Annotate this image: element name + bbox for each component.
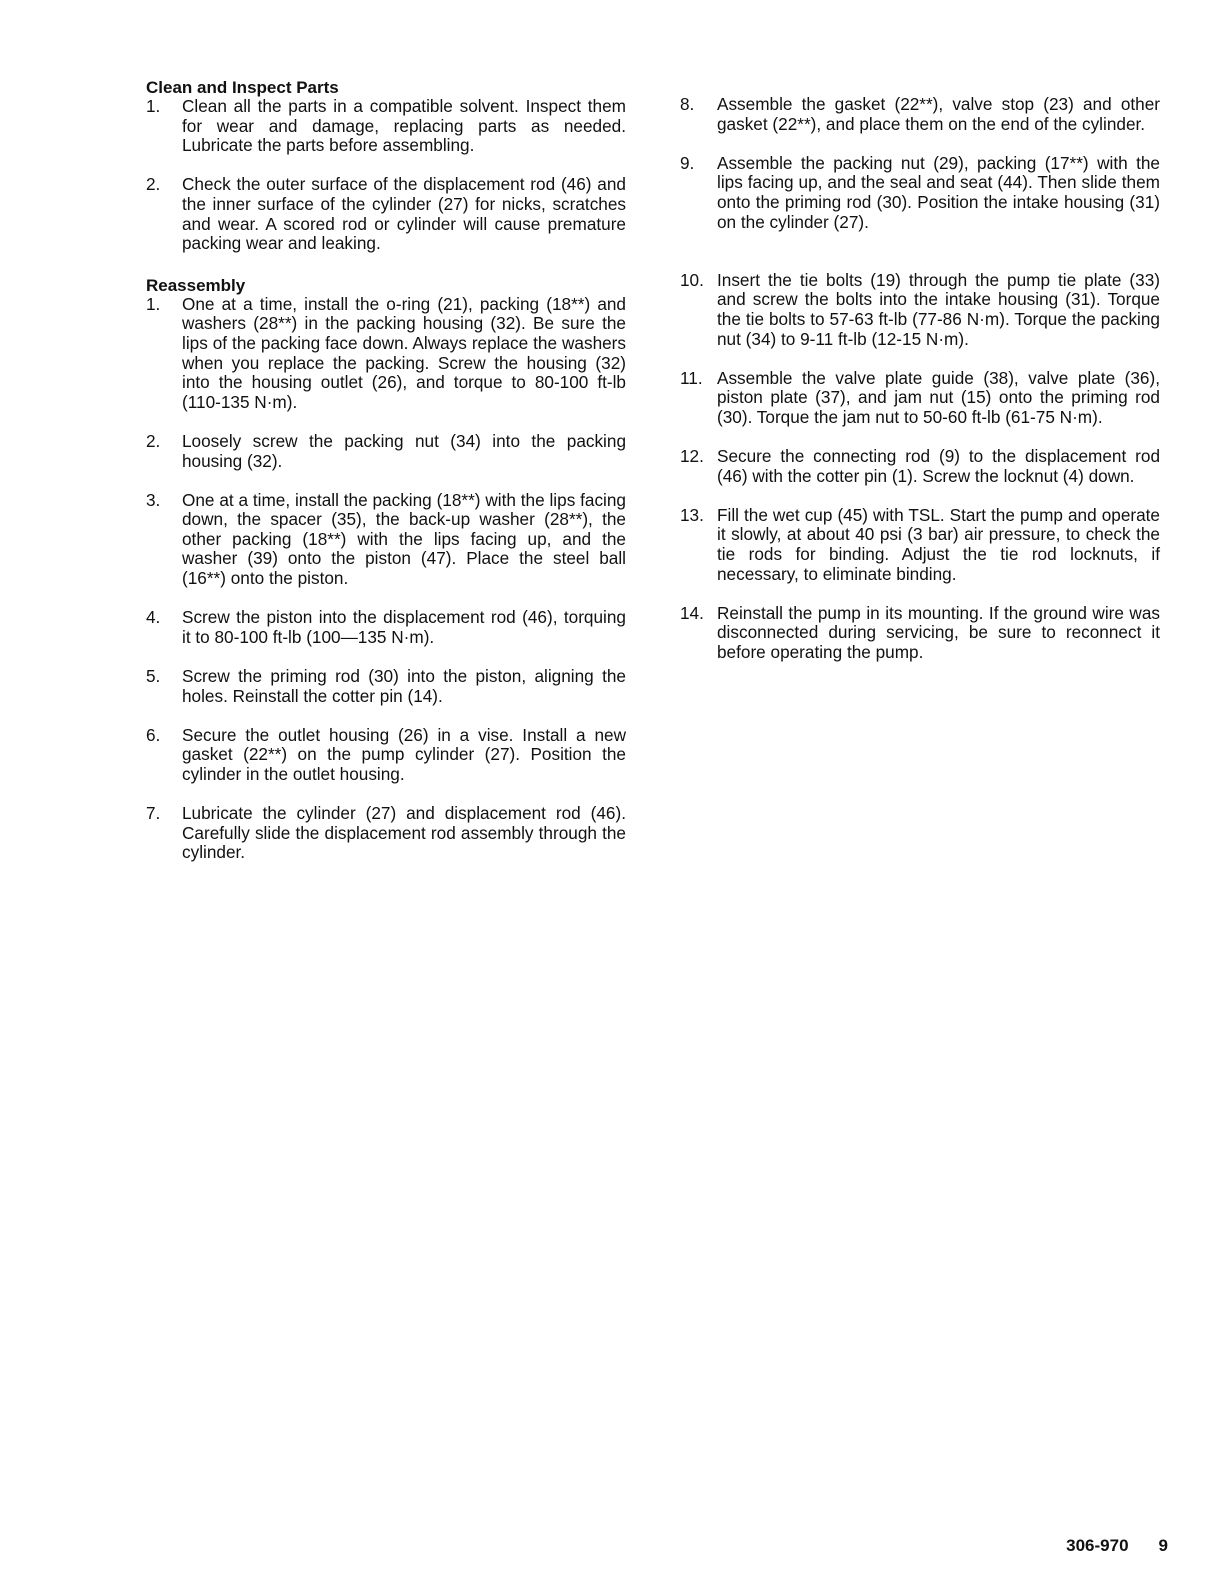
reassembly-step	[146, 726, 626, 785]
clean-step	[146, 175, 626, 253]
step-text: Lubricate the cylinder (27) and displacement rod (46). Carefully slide the displacement rod assembly through the cylinder.	[182, 803, 626, 863]
step-number: 12.	[680, 446, 704, 467]
step-text: Secure the connecting rod (9) to the displacement rod (46) with the cotter pin (1). Screw the locknut (4) down.	[717, 446, 1160, 486]
step-number: 3.	[146, 489, 161, 510]
step-text: One at a time, install the packing (18**) with the lips facing down, the spacer (35), the back-up washer (28**), the other packing (18**) with the lips facing up, and the washer (39) onto the piston (47). Place the steel ball (16**) onto the piston.	[182, 489, 626, 589]
step-text: Assemble the valve plate guide (38), valve plate (36), piston plate (37), and jam nut (15) onto the priming rod (30). Torque the jam nut to 50-60 ft-lb (61-75 N·m).	[717, 367, 1160, 427]
step-number: 4.	[146, 607, 161, 628]
reassembly-step	[146, 608, 626, 647]
document-number: 306-970	[1066, 1536, 1129, 1555]
step-text: Fill the wet cup (45) with TSL. Start the pump and operate it slowly, at about 40 psi (3 bar) air pressure, to check the tie rods for binding. Adjust the tie rod locknuts, if necessary, to eliminate binding.	[717, 504, 1160, 584]
step-number: 11.	[680, 367, 703, 388]
reassembly-step	[146, 432, 626, 471]
step-text: Screw the piston into the displacement rod (46), torquing it to 80-100 ft-lb (100—135 N·m).	[182, 607, 626, 647]
step-number: 2.	[146, 430, 161, 451]
reassembly-step	[680, 271, 1160, 349]
step-number: 1.	[146, 96, 161, 116]
reassembly-step	[146, 491, 626, 589]
reassembly-step	[680, 369, 1160, 428]
step-number: 10.	[680, 269, 704, 290]
reassembly-step	[680, 604, 1160, 663]
step-text: Reinstall the pump in its mounting. If the ground wire was disconnected during servicing, be sure to reconnect it before operating the pump.	[717, 602, 1160, 663]
left-column	[146, 78, 626, 883]
reassembly-step	[680, 95, 1160, 134]
step-text: Clean all the parts in a compatible solvent. Inspect them for wear and damage, replacing parts as needed. Lubricate the parts before assembling.	[182, 96, 626, 156]
reassembly-heading: Reassembly	[146, 275, 246, 295]
page-number: 9	[1158, 1536, 1168, 1555]
reassembly-step	[146, 804, 626, 863]
step-number: 9.	[680, 152, 695, 173]
right-column	[680, 78, 1160, 682]
step-text: Insert the tie bolts (19) through the pump tie plate (33) and screw the bolts into the intake housing (31). Torque the tie bolts to 57-63 ft-lb (77-86 N·m). Torque the packing nut (34) to 9-11 ft-lb (12-15 N·m).	[717, 269, 1160, 349]
step-number: 8.	[680, 94, 695, 114]
step-text: Loosely screw the packing nut (34) into the packing housing (32).	[182, 430, 626, 471]
step-number: 14.	[680, 602, 704, 623]
step-text: Assemble the packing nut (29), packing (17**) with the lips facing up, and the seal and seat (44). Then slide them onto the priming rod (30). Position the intake housing (31) on the cylinder (27).	[717, 152, 1160, 232]
reassembly-step	[146, 667, 626, 706]
reassembly-step	[680, 154, 1160, 232]
step-number: 1.	[146, 293, 161, 314]
reassembly-step	[146, 295, 626, 413]
step-text: Assemble the gasket (22**), valve stop (23) and other gasket (22**), and place them on the end of the cylinder.	[717, 94, 1160, 134]
step-number: 13.	[680, 504, 704, 525]
step-text: Screw the priming rod (30) into the piston, aligning the holes. Reinstall the cotter pin (14).	[182, 666, 626, 706]
step-number: 7.	[146, 803, 161, 824]
reassembly-step	[680, 506, 1160, 584]
step-text: One at a time, install the o-ring (21), packing (18**) and washers (28**) in the packing housing (32). Be sure the lips of the packing face down. Always replace the washers when you replace the packing. Screw the housing (32) into the housing outlet (26), and torque to 80-100 ft-lb (110-135 N·m).	[182, 293, 626, 412]
step-text: Check the outer surface of the displacement rod (46) and the inner surface of the cylinder (27) for nicks, scratches and wear. A scored rod or cylinder will cause premature packing wear and leaking.	[182, 174, 626, 254]
clean-step	[146, 97, 626, 156]
reassembly-step	[680, 447, 1160, 486]
step-number: 2.	[146, 174, 161, 195]
step-number: 6.	[146, 724, 161, 745]
step-number: 5.	[146, 666, 161, 687]
step-text: Secure the outlet housing (26) in a vise. Install a new gasket (22**) on the pump cylinder (27). Position the cylinder in the outlet housing.	[182, 724, 626, 784]
clean-inspect-heading: Clean and Inspect Parts	[146, 78, 339, 97]
page-footer	[1066, 1536, 1168, 1556]
